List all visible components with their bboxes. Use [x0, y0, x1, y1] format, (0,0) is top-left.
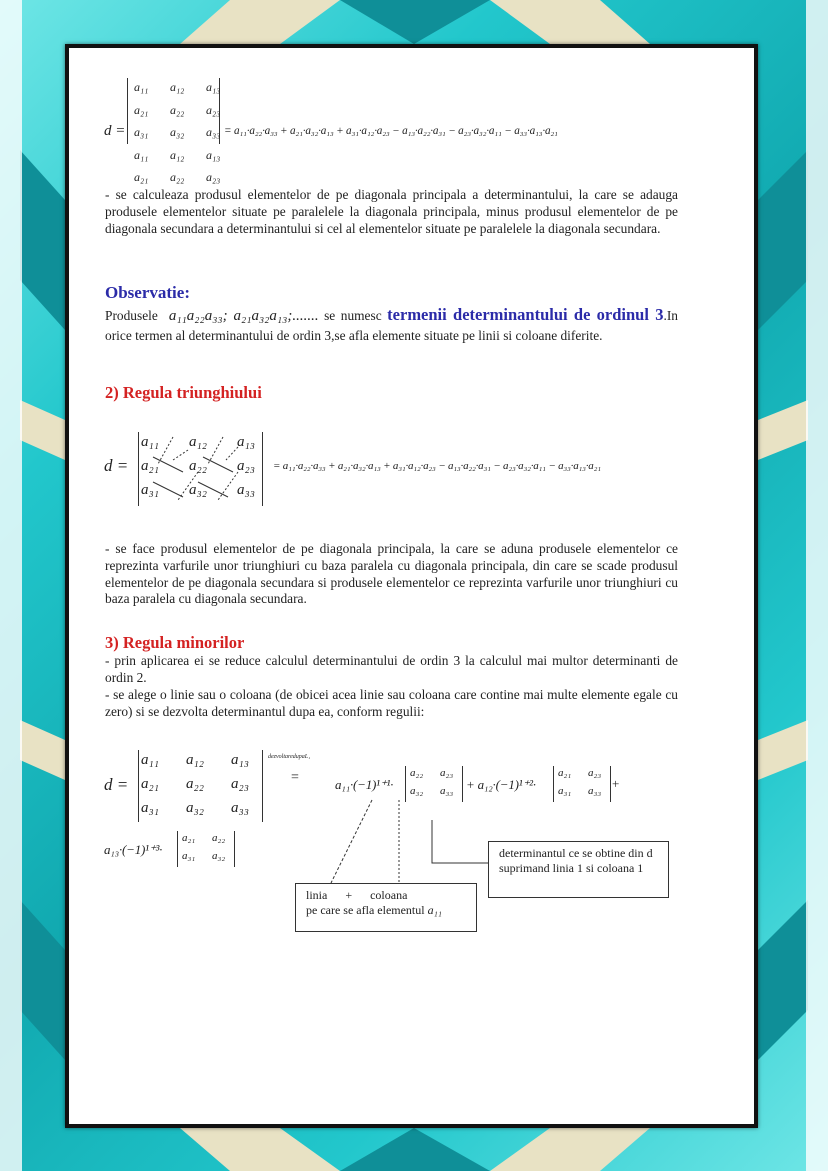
matrix-entry: a₂₃ — [440, 767, 454, 779]
sarrus-explanation: - se calculeaza produsul elementelor de pe diagonala principala a determinantului, la care se adauga produsele elementelor situate pe paralelele la diagonala principala, minus produsul elementelor de pe diagonala secundara a determinantului si cel al elementelor situate pe paralelele la diagonala secundara. — [105, 187, 678, 236]
observatie-heading: Observatie: — [105, 283, 190, 302]
matrix-entry: a₃₃ — [206, 125, 221, 139]
matrix-entry: a₂₂ — [212, 832, 226, 844]
matrix-entry: a₂₃ — [206, 170, 221, 184]
obs-rest: .In orice termen al determinantului de ordin 3,se afla elemente situate pe linii si coloane diferite. — [105, 308, 678, 343]
dezvoltare-label: dezvoltaredupaL₁ — [268, 754, 311, 760]
box-line-1: linia + coloana — [306, 888, 408, 902]
matrix-entry: a₁₂ — [189, 434, 207, 450]
matrix-entry: a₃₂ — [170, 125, 185, 139]
matrix-entry: a₃₂ — [186, 800, 204, 816]
triangle-explanation: - se face produsul elementelor de pe diagonala principala, la care se aduna produsele elementelor ce reprezinta varfurile unor triunghiuri cu baza paralela cu diagonala principala, din care se scade produsul elementelor de pe diagonala secundara si produsele elementelor ce reprezinta varfurile unor triunghiuri cu baza paralela cu diagonala secundara. — [105, 541, 678, 607]
matrix-entry: a₂₃ — [588, 767, 602, 779]
matrix-entry: a₂₂ — [186, 776, 204, 792]
minori-text-1: - prin aplicarea ei se reduce calculul determinantului de ordin 3 la calculul mai multor determinanti de ordin 2. — [105, 653, 678, 685]
matrix-entry: a₂₂ — [170, 170, 185, 184]
obs-mid: se numesc — [318, 308, 388, 323]
matrix-entry: a₃₃ — [588, 785, 602, 797]
matrix-entry: a₁₁ — [134, 80, 149, 94]
matrix-entry: a₃₁ — [141, 800, 159, 816]
matrix-entry: a₃₃ — [440, 785, 454, 797]
formula-rhs: = a₁₁·a₂₂·a₃₃ + a₂₁·a₃₂·a₁₃ + a₃₁·a₁₂·a₂₃ − a₁₃·a₂₂·a₃₁ − a₂₃·a₃₂·a₁₁ − a₃₃·a₁₃·a₂₁ — [224, 125, 558, 137]
regula-minorilor-heading: 3) Regula minorilor — [105, 633, 245, 652]
matrix-entry: a₂₃ — [206, 102, 221, 117]
matrix-entry: a₁₁ — [134, 147, 149, 162]
obs-intro: Produsele — [105, 308, 158, 323]
matrix-entry: a₂₁ — [558, 767, 572, 779]
matrix-entry: a₂₃ — [237, 458, 255, 474]
matrix-entry: a₃₁ — [134, 125, 149, 139]
matrix-entry: a₂₃ — [231, 776, 249, 792]
matrix-entry: a₂₁ — [182, 832, 196, 844]
matrix-entry: a₁₂ — [170, 147, 185, 162]
term-3: a₁₃·(−1)¹⁺³· — [104, 842, 163, 857]
term-1: a₁₁·(−1)¹⁺¹· — [335, 777, 394, 792]
formula-rhs: = a₁₁·a₂₂·a₃₃ + a₂₁·a₃₂·a₁₃ + a₃₁·a₁₂·a₂₃ − a₁₃·a₂₂·a₃₁ − a₂₃·a₃₂·a₁₁ − a₃₃·a₁₃·a₂₁ — [273, 460, 601, 472]
matrix-entry: a₂₂ — [170, 102, 185, 117]
matrix-entry: a₃₃ — [237, 482, 255, 498]
term-2: + a₁₂·(−1)¹⁺²· — [466, 777, 536, 792]
matrix-entry: a₁₃ — [231, 752, 249, 768]
matrix-entry: a₂₂ — [189, 458, 207, 474]
matrix-entry: a₁₃ — [237, 434, 255, 450]
matrix-entry: a₃₂ — [212, 850, 226, 862]
equals-sign: = — [291, 770, 299, 785]
formula-lhs: d = — [104, 456, 129, 475]
matrix-entry: a₁₃ — [206, 147, 221, 162]
obs-terms: a₁₁a₂₂a₃₃; a₂₁a₃₂a₁₃;....... — [168, 308, 319, 324]
regula-triunghiului-heading: 2) Regula triunghiului — [105, 383, 262, 402]
matrix-entry: a₃₂ — [410, 785, 424, 797]
box-line-2: pe care se afla elementul — [306, 903, 428, 917]
matrix-entry: a₃₃ — [231, 800, 249, 816]
matrix-entry: a₃₁ — [558, 785, 572, 797]
matrix-entry: a₂₁ — [134, 170, 149, 184]
formula-lhs: d = — [104, 775, 129, 794]
matrix-entry: a₂₁ — [141, 458, 159, 474]
plus-sign: + — [612, 776, 620, 791]
matrix-entry: a₁₁ — [141, 434, 159, 450]
matrix-entry: a₁₃ — [206, 80, 221, 94]
matrix-entry: a₁₁ — [141, 752, 159, 768]
formula-lhs: d = — [104, 123, 126, 139]
sign-annotation-box — [295, 883, 477, 932]
matrix-entry: a₁₂ — [186, 752, 204, 768]
minor-annotation-box: determinantul ce se obtine din d suprimand linia 1 si coloana 1 — [488, 841, 669, 898]
matrix-entry: a₃₂ — [189, 482, 207, 498]
matrix-entry: a₁₂ — [170, 80, 185, 94]
matrix-entry: a₂₂ — [410, 767, 424, 779]
matrix-entry: a₃₁ — [182, 850, 196, 862]
minori-text-2: - se alege o linie sau o coloana (de obicei acea linie sau coloana care contine mai multe elemente egale cu zero) si se dezvolta determinantul dupa ea, conform regulii: — [105, 687, 678, 719]
box-element: a₁₁ — [427, 903, 442, 917]
obs-bold: termenii determinantului de ordinul 3 — [387, 305, 664, 324]
matrix-entry: a₂₁ — [141, 776, 159, 792]
matrix-entry: a₃₁ — [141, 482, 159, 498]
matrix-entry: a₂₁ — [134, 102, 149, 117]
